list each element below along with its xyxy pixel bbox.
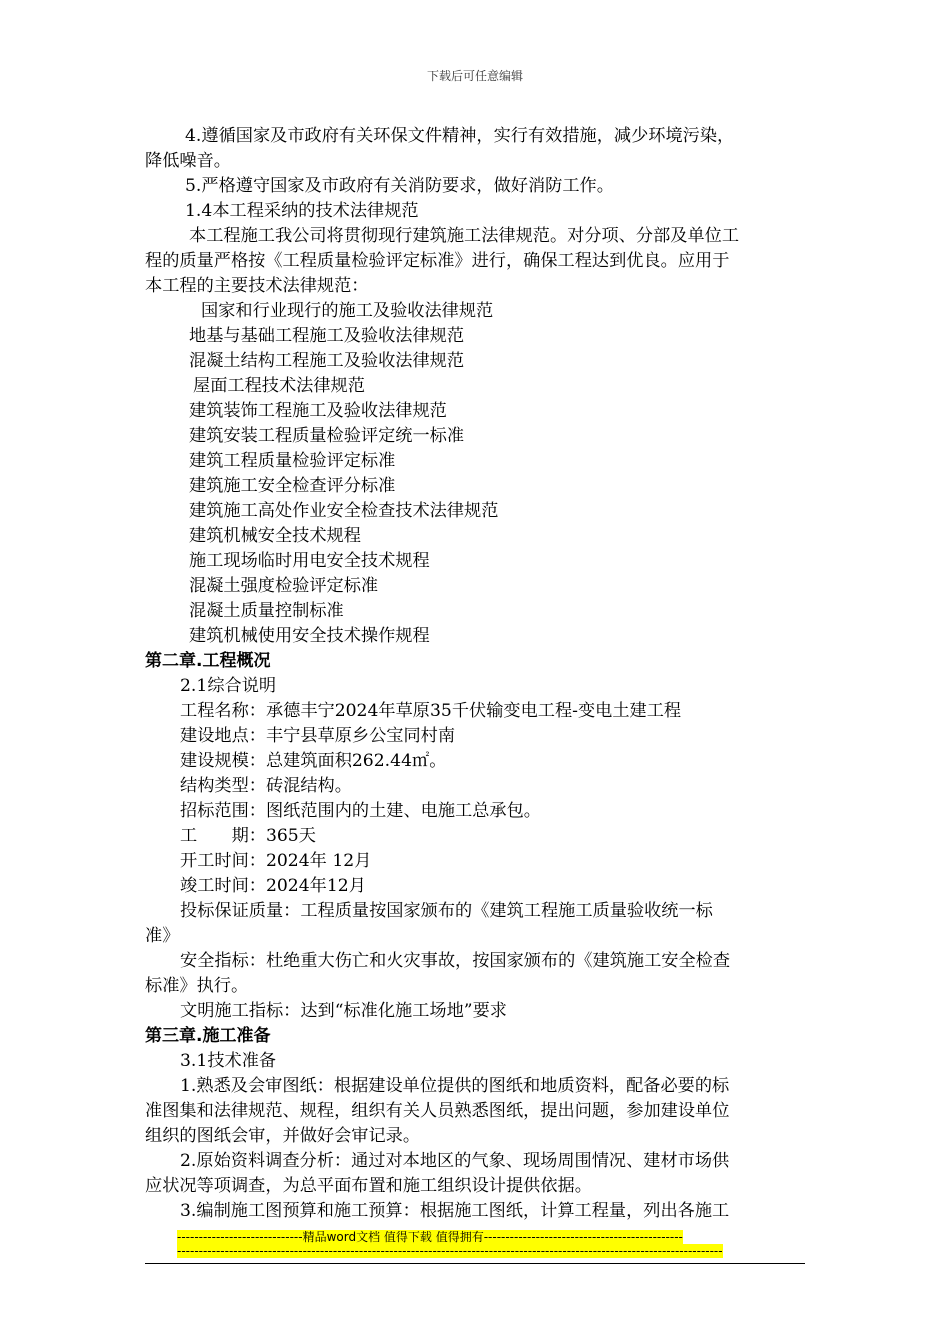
prep-1-line1: 1.熟悉及会审图纸：根据建设单位提供的图纸和地质资料，配备必要的标 xyxy=(180,1076,730,1096)
project-location: 建设地点：丰宁县草原乡公宝同村南 xyxy=(180,726,456,746)
prep-1-line2: 准图集和法律规范、规程，组织有关人员熟悉图纸，提出问题，参加建设单位 xyxy=(145,1101,730,1121)
section-heading-2-1: 2.1综合说明 xyxy=(180,676,277,696)
paragraph-4-line1: 4.遵循国家及市政府有关环保文件精神，实行有效措施，减少环境污染， xyxy=(185,126,735,146)
footer-banner-text: -----------------------------精品word文档 值得下载 值得拥有---------------------------------------------- xyxy=(177,1230,683,1244)
standard-item: 施工现场临时用电安全技术规程 xyxy=(189,551,430,571)
bid-scope: 招标范围：图纸范围内的土建、电施工总承包。 xyxy=(180,801,541,821)
construction-period: 工 期：365天 xyxy=(180,826,316,846)
standard-item: 混凝土强度检验评定标准 xyxy=(189,576,379,596)
standard-item: 国家和行业现行的施工及验收法律规范 xyxy=(201,301,494,321)
standard-item: 地基与基础工程施工及验收法律规范 xyxy=(189,326,465,346)
footer-banner-line1 xyxy=(177,1228,762,1245)
structure-type: 结构类型：砖混结构。 xyxy=(180,776,352,796)
project-name: 工程名称：承德丰宁2024年草原35千伏输变电工程-变电土建工程 xyxy=(180,701,682,721)
standard-item: 混凝土结构工程施工及验收法律规范 xyxy=(189,351,465,371)
section-heading-1-4: 1.4本工程采纳的技术法律规范 xyxy=(185,201,419,221)
paragraph-5: 5.严格遵守国家及市政府有关消防要求，做好消防工作。 xyxy=(185,176,614,196)
standard-item: 建筑施工安全检查评分标准 xyxy=(189,476,396,496)
page-header: 下载后可任意编辑 xyxy=(426,69,523,83)
intro-line2: 程的质量严格按《工程质量检验评定标准》进行，确保工程达到优良。应用于 xyxy=(145,251,730,271)
civil-construction: 文明施工指标：达到“标准化施工场地”要求 xyxy=(180,1001,507,1021)
standard-item: 建筑施工高处作业安全检查技术法律规范 xyxy=(189,501,499,521)
standard-item: 建筑工程质量检验评定标准 xyxy=(189,451,396,471)
completion-date: 竣工时间：2024年12月 xyxy=(180,876,366,896)
chapter-2-title: 第二章.工程概况 xyxy=(145,651,271,671)
standard-item: 建筑机械安全技术规程 xyxy=(189,526,361,546)
safety-line2: 标准》执行。 xyxy=(145,976,249,996)
prep-1-line3: 组织的图纸会审，并做好会审记录。 xyxy=(145,1126,421,1146)
standard-item: 屋面工程技术法律规范 xyxy=(193,376,365,396)
section-heading-3-1: 3.1技术准备 xyxy=(180,1051,277,1071)
footer-rule xyxy=(145,1263,805,1264)
standard-item: 建筑安装工程质量检验评定统一标准 xyxy=(189,426,465,446)
project-scale: 建设规模：总建筑面积262.44㎡。 xyxy=(180,751,447,771)
paragraph-4-line2: 降低噪音。 xyxy=(145,151,231,171)
quality-line2: 准》 xyxy=(145,926,180,946)
start-date: 开工时间：2024年 12月 xyxy=(180,851,372,871)
quality-line1: 投标保证质量：工程质量按国家颁布的《建筑工程施工质量验收统一标 xyxy=(180,901,713,921)
intro-line1: 本工程施工我公司将贯彻现行建筑施工法律规范。对分项、分部及单位工 xyxy=(189,226,740,246)
prep-2-line1: 2.原始资料调查分析：通过对本地区的气象、现场周围情况、建材市场供 xyxy=(180,1151,730,1171)
standard-item: 建筑机械使用安全技术操作规程 xyxy=(189,626,430,646)
safety-line1: 安全指标：杜绝重大伤亡和火灾事故，按国家颁布的《建筑施工安全检查 xyxy=(180,951,731,971)
standard-item: 建筑装饰工程施工及验收法律规范 xyxy=(189,401,447,421)
prep-2-line2: 应状况等项调查，为总平面布置和施工组织设计提供依据。 xyxy=(145,1176,592,1196)
document-body xyxy=(145,124,805,1224)
footer-banner-line2 xyxy=(177,1244,774,1261)
chapter-3-title: 第三章.施工准备 xyxy=(145,1026,271,1046)
prep-3-line1: 3.编制施工图预算和施工预算：根据施工图纸，计算工程量，列出各施工 xyxy=(180,1201,730,1221)
intro-line3: 本工程的主要技术法律规范： xyxy=(145,276,369,296)
standard-item: 混凝土质量控制标准 xyxy=(189,601,344,621)
footer-banner-dashes: ------------------------------------------------------------------------------------------------------------------------------ xyxy=(177,1244,723,1258)
